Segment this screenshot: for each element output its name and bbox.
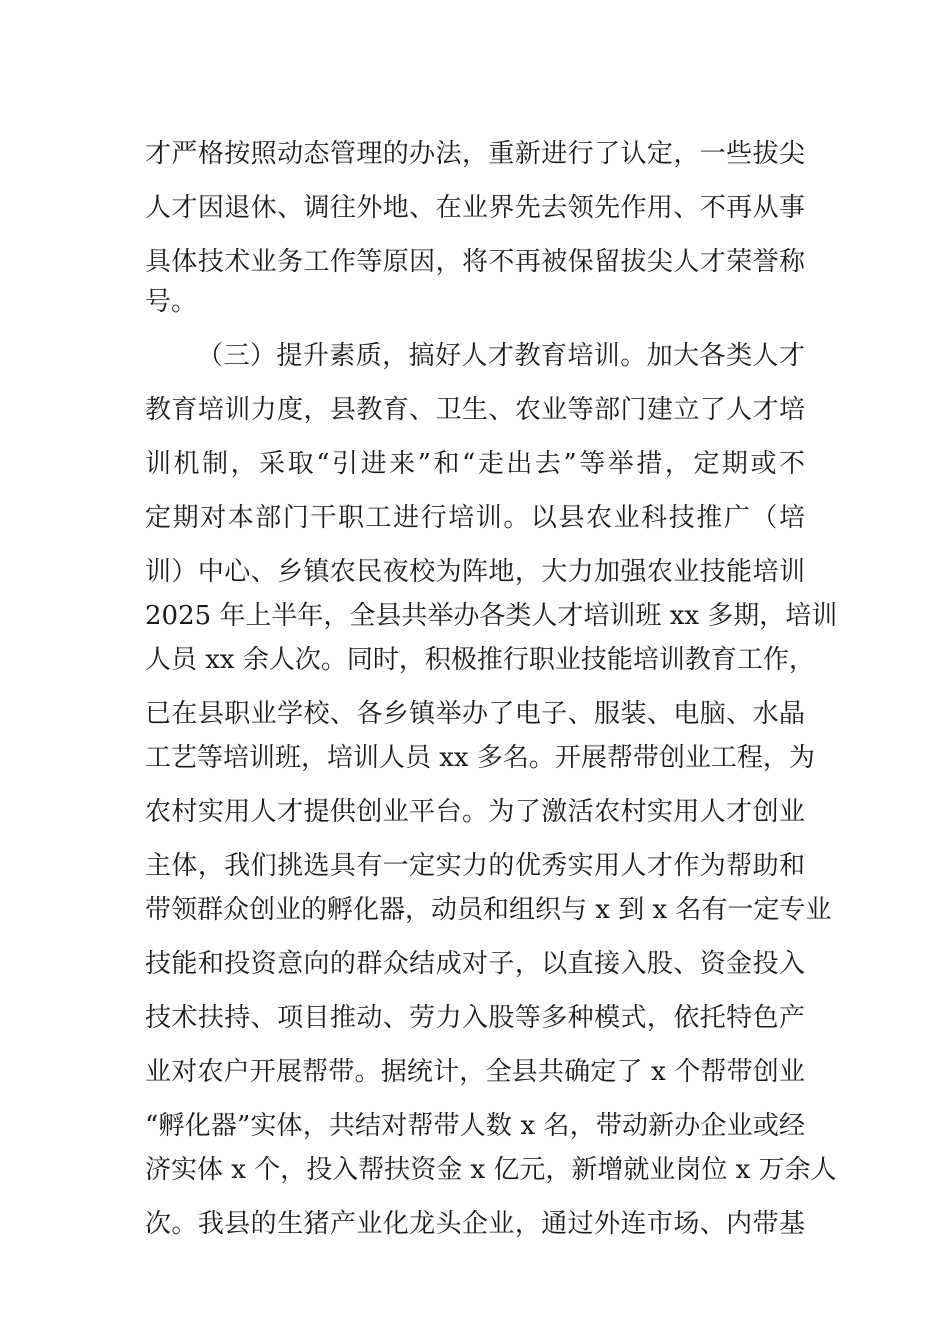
paragraph-line: 技能和投资意向的群众结成对子，以直接入股、资金投入 [145, 949, 805, 979]
paragraph-line: 带领群众创业的孵化器，动员和组织与 x 到 x 名有一定专业 [145, 895, 832, 925]
paragraph-line: 业对农户开展帮带。据统计，全县共确定了 x 个帮带创业 [145, 1057, 805, 1087]
section-heading-line: （三）提升素质，搞好人才教育培训。加大各类人才 [197, 341, 805, 371]
paragraph-line: 次。我县的生猪产业化龙头企业，通过外连市场、内带基 [145, 1209, 805, 1239]
paragraph-line: 技术扶持、项目推动、劳力入股等多种模式，依托特色产 [145, 1003, 805, 1033]
paragraph-line: 训机制，采取“引进来”和“走出去”等举措，定期或不 [145, 449, 805, 479]
paragraph-line: 定期对本部门干职工进行培训。以县农业科技推广（培 [145, 503, 805, 533]
paragraph-line: 才严格按照动态管理的办法，重新进行了认定，一些拔尖 [145, 139, 805, 169]
paragraph-line: 工艺等培训班，培训人员 xx 多名。开展帮带创业工程，为 [145, 743, 815, 773]
paragraph-line: 教育培训力度，县教育、卫生、农业等部门建立了人才培 [145, 395, 805, 425]
paragraph-line: 训）中心、乡镇农民夜校为阵地，大力加强农业技能培训 [145, 557, 805, 587]
paragraph-line: 农村实用人才提供创业平台。为了激活农村实用人才创业 [145, 797, 805, 827]
paragraph-line: 具体技术业务工作等原因，将不再被保留拔尖人才荣誉称 [145, 247, 805, 277]
paragraph-line: 已在县职业学校、各乡镇举办了电子、服装、电脑、水晶 [145, 699, 805, 729]
paragraph-line: 济实体 x 个，投入帮扶资金 x 亿元，新增就业岗位 x 万余人 [145, 1155, 837, 1185]
paragraph-line: 2025 年上半年，全县共举办各类人才培训班 xx 多期，培训 [145, 601, 838, 631]
paragraph-line: 人员 xx 余人次。同时，积极推行职业技能培训教育工作， [145, 645, 815, 675]
paragraph-line: 主体，我们挑选具有一定实力的优秀实用人才作为帮助和 [145, 851, 805, 881]
paragraph-line: 人才因退休、调往外地、在业界先去领先作用、不再从事 [145, 193, 805, 223]
paragraph-line: “孵化器”实体，共结对帮带人数 x 名，带动新办企业或经 [145, 1111, 805, 1141]
paragraph-line: 号。 [145, 287, 198, 317]
